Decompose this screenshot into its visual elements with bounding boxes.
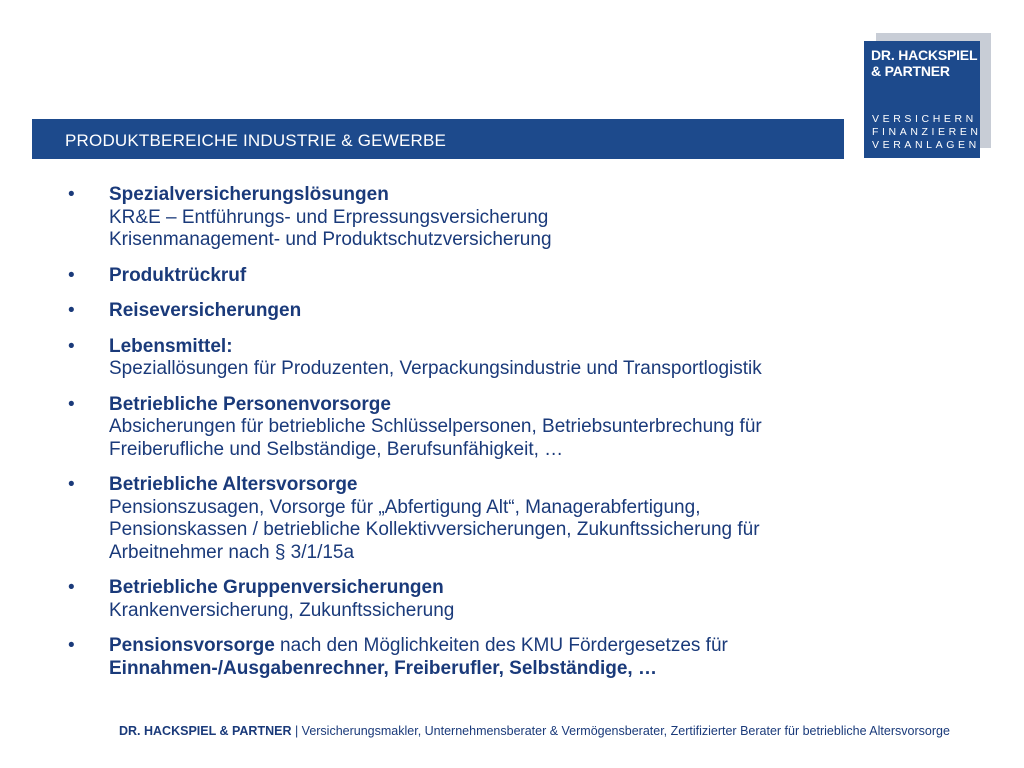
- item-line: Pensionszusagen, Vorsorge für „Abfertigung Alt“, Managerabfertigung,: [109, 496, 701, 518]
- footer-text: Versicherungsmakler, Unternehmensberater & Vermögensberater, Zertifizierter Berater für betriebliche Altersvorsorge: [301, 724, 950, 738]
- list-item: [68, 184, 938, 252]
- logo-name-line1: DR. HACKSPIEL: [871, 47, 978, 63]
- item-line: Krankenversicherung, Zukunftssicherung: [109, 599, 455, 621]
- item-line: [109, 635, 938, 658]
- logo-tagline-2: FINANZIEREN: [872, 126, 982, 138]
- list-item: [68, 336, 938, 381]
- logo-tagline-1: VERSICHERN: [872, 113, 977, 125]
- list-item: [68, 394, 938, 462]
- item-heading: Lebensmittel:: [109, 335, 233, 357]
- bullet-list: [68, 184, 938, 693]
- item-line: Einnahmen-/Ausgabenrechner, Freiberufler, Selbständige, …: [109, 657, 657, 679]
- list-item: [68, 635, 938, 680]
- item-heading: Betriebliche Gruppenversicherungen: [109, 577, 444, 598]
- list-item: [68, 265, 938, 288]
- list-item: [68, 300, 938, 323]
- item-heading: Produktrückruf: [109, 264, 247, 286]
- item-heading: Pensionsvorsorge: [109, 635, 275, 656]
- page-title: PRODUKTBEREICHE INDUSTRIE & GEWERBE: [65, 131, 447, 150]
- item-heading: Reiseversicherungen: [109, 300, 302, 321]
- item-heading: Betriebliche Altersvorsorge: [109, 474, 358, 495]
- item-line: Pensionskassen / betriebliche Kollektivversicherungen, Zukunftssicherung für: [109, 519, 760, 540]
- logo-tagline-3: VERANLAGEN: [872, 139, 980, 151]
- item-text: nach den Möglichkeiten des KMU Fördergesetzes für: [274, 635, 728, 656]
- item-heading: Betriebliche Personenvorsorge: [109, 393, 391, 415]
- bullet-icon: •: [68, 577, 75, 598]
- footer-separator: |: [291, 724, 302, 738]
- bullet-icon: •: [68, 184, 75, 205]
- item-line: Speziallösungen für Produzenten, Verpackungsindustrie und Transportlogistik: [109, 358, 762, 379]
- item-line: Freiberufliche und Selbständige, Berufsunfähigkeit, …: [109, 438, 564, 460]
- title-bar: [32, 119, 844, 159]
- footer: [119, 724, 950, 738]
- item-line: Arbeitnehmer nach § 3/1/15a: [109, 541, 355, 563]
- footer-brand: DR. HACKSPIEL & PARTNER: [119, 724, 292, 738]
- logo-name-line2: & PARTNER: [871, 63, 950, 79]
- list-item: [68, 577, 938, 622]
- bullet-icon: •: [68, 635, 75, 656]
- item-heading: Spezialversicherungslösungen: [109, 184, 389, 205]
- item-line: Krisenmanagement- und Produktschutzversicherung: [109, 229, 552, 250]
- list-item: [68, 474, 938, 564]
- bullet-icon: •: [68, 264, 75, 286]
- item-line: Absicherungen für betriebliche Schlüsselpersonen, Betriebsunterbrechung für: [109, 416, 762, 437]
- bullet-icon: •: [68, 300, 75, 321]
- bullet-icon: •: [68, 393, 75, 415]
- company-logo: [864, 41, 980, 158]
- bullet-icon: •: [68, 335, 75, 357]
- item-line: KR&E – Entführungs- und Erpressungsversicherung: [109, 206, 549, 228]
- bullet-icon: •: [68, 474, 75, 495]
